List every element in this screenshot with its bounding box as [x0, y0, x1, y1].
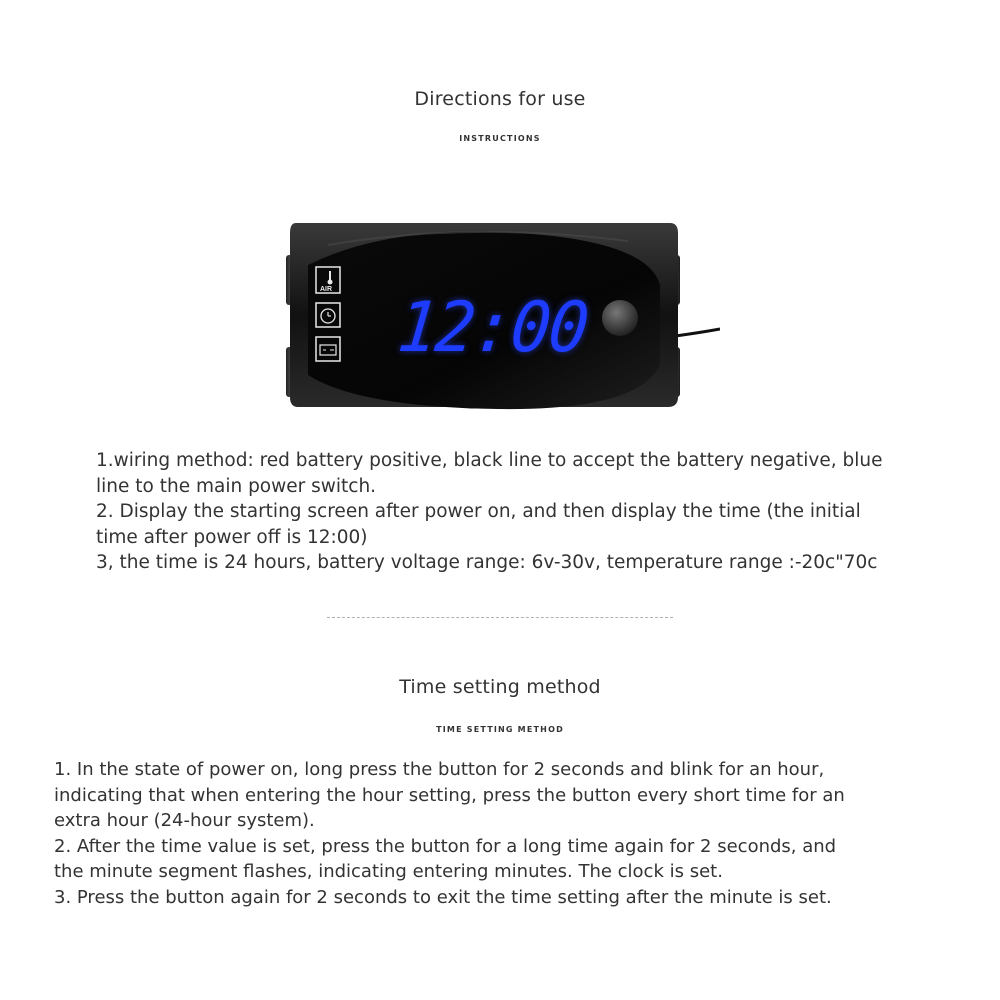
- instructions-text: [96, 448, 882, 576]
- time-setting-title: Time setting method: [399, 676, 601, 698]
- instruction-line: line to the main power switch.: [96, 475, 377, 497]
- section-divider: [327, 617, 673, 618]
- instruction-line: time after power off is 12:00): [96, 526, 368, 548]
- time-setting-line: 1. In the state of power on, long press the button for 2 seconds and blink for an hour,: [54, 759, 825, 780]
- set-button[interactable]: [602, 300, 638, 336]
- time-setting-line: 2. After the time value is set, press the button for a long time again for 2 seconds, and: [54, 835, 837, 857]
- instruction-line: 1.wiring method: red battery positive, black line to accept the battery negative, blue: [96, 450, 883, 471]
- air-label: AIR: [320, 286, 333, 293]
- time-setting-line: 3. Press the button again for 2 seconds to exit the time setting after the minute is set.: [54, 886, 832, 908]
- time-setting-line: the minute segment flashes, indicating entering minutes. The clock is set.: [54, 861, 723, 882]
- directions-title: Directions for use: [414, 88, 586, 110]
- clock-display: 12:00: [394, 287, 591, 368]
- instruction-line: 3, the time is 24 hours, battery voltage range: 6v-30v, temperature range :-20c"70c: [96, 552, 878, 573]
- instruction-line: 2. Display the starting screen after power on, and then display the time (the initial: [96, 501, 861, 522]
- time-setting-line: extra hour (24-hour system).: [54, 810, 315, 831]
- instructions-subtitle: INSTRUCTIONS: [459, 134, 541, 143]
- time-setting-line: indicating that when entering the hour setting, press the button every short time for an: [54, 784, 845, 806]
- time-setting-subtitle: TIME SETTING METHOD: [436, 725, 564, 734]
- time-setting-text: [54, 757, 845, 910]
